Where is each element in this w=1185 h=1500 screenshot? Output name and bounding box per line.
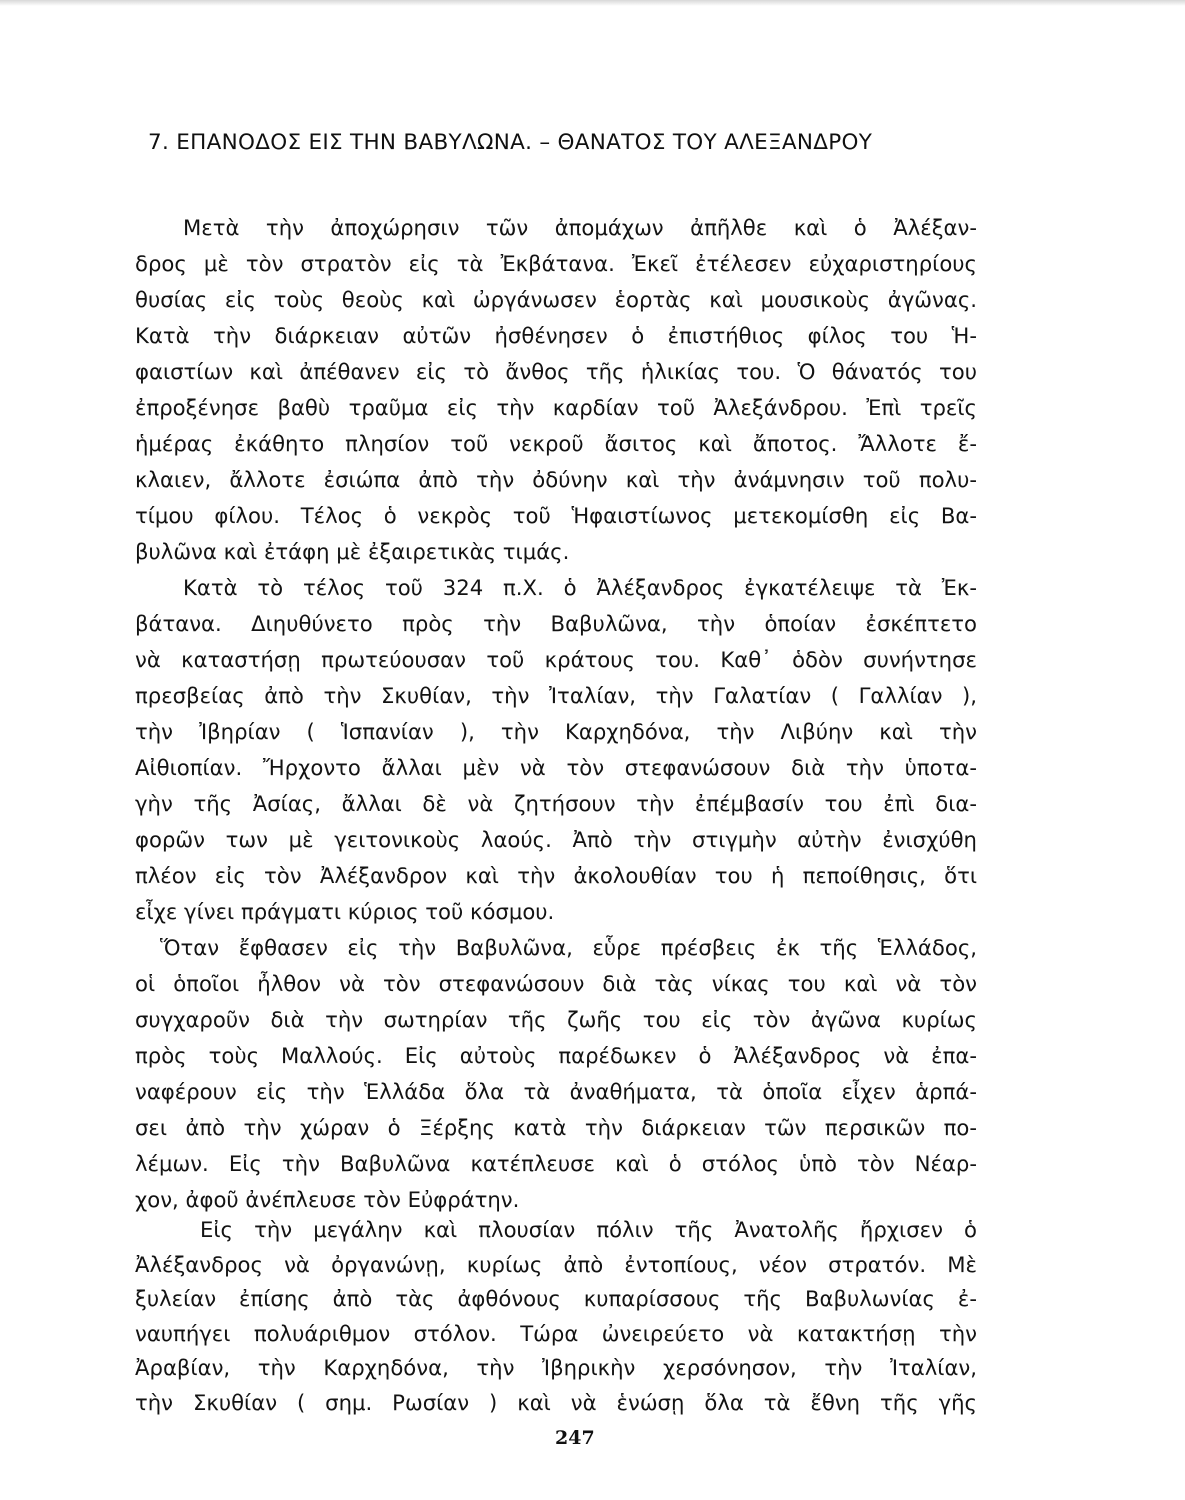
text-line: ἐπροξένησε βαθὺ τραῦμα εἰς τὴν καρδίαν τοῦ Ἀλεξάνδρου. Ἐπὶ τρεῖς	[135, 395, 977, 420]
text-line: λέμων. Εἰς τὴν Βαβυλῶνα κατέπλευσε καὶ ὁ στόλος ὑπὸ τὸν Νέαρ-	[135, 1151, 977, 1176]
text-line: βάτανα. Διηυθύνετο πρὸς τὴν Βαβυλῶνα, τὴν ὁποίαν ἐσκέπτετο	[135, 611, 977, 636]
text-line: ναυπήγει πολυάριθμον στόλον. Τώρα ὠνειρεύετο νὰ κατακτήσῃ τὴν	[135, 1320, 977, 1346]
text-line: Ἀραβίαν, τὴν Καρχηδόνα, τὴν Ἰβηρικὴν χερσόνησον, τὴν Ἰταλίαν,	[135, 1355, 977, 1381]
text-line: τὴν Ἰβηρίαν ( Ἱσπανίαν ), τὴν Καρχηδόνα, τὴν Λιβύην καὶ τὴν	[135, 719, 977, 744]
page-edge-shadow	[0, 0, 1185, 6]
text-line: βυλῶνα καὶ ἐτάφη μὲ ἐξαιρετικὰς τιμάς.	[135, 539, 570, 564]
text-line: φαιστίων καὶ ἀπέθανεν εἰς τὸ ἄνθος τῆς ἡλικίας του. Ὁ θάνατός του	[135, 359, 977, 384]
text-line: οἱ ὁποῖοι ἦλθον νὰ τὸν στεφανώσουν διὰ τὰς νίκας του καὶ νὰ τὸν	[135, 971, 977, 996]
text-line: Εἰς τὴν μεγάλην καὶ πλουσίαν πόλιν τῆς Ἀνατολῆς ἤρχισεν ὁ	[200, 1217, 977, 1242]
text-line: πλέον εἰς τὸν Ἀλέξανδρον καὶ τὴν ἀκολουθίαν του ἡ πεποίθησις, ὅτι	[135, 863, 977, 888]
text-line: εἶχε γίνει πράγματι κύριος τοῦ κόσμου.	[135, 899, 555, 924]
text-line: ἡμέρας ἐκάθητο πλησίον τοῦ νεκροῦ ἄσιτος καὶ ἄποτος. Ἄλλοτε ἔ-	[135, 431, 977, 456]
page-number: 247	[555, 1427, 595, 1449]
text-line: Κατὰ τὸ τέλος τοῦ 324 π.Χ. ὁ Ἀλέξανδρος ἐγκατέλειψε τὰ Ἐκ-	[183, 575, 977, 600]
text-line: τίμου φίλου. Τέλος ὁ νεκρὸς τοῦ Ἡφαιστίωνος μετεκομίσθη εἰς Βα-	[135, 503, 977, 528]
section-heading: 7. ΕΠΑΝΟΔΟΣ ΕΙΣ ΤΗΝ ΒΑΒΥΛΩΝΑ. – ΘΑΝΑΤΟΣ ΤΟΥ ΑΛΕΞΑΝΔΡΟΥ	[148, 130, 873, 155]
text-line: σει ἀπὸ τὴν χώραν ὁ Ξέρξης κατὰ τὴν διάρκειαν τῶν περσικῶν πο-	[135, 1115, 977, 1140]
text-line: πρὸς τοὺς Μαλλούς. Εἰς αὐτοὺς παρέδωκεν ὁ Ἀλέξανδρος νὰ ἐπα-	[135, 1043, 977, 1068]
text-line: χον, ἀφοῦ ἀνέπλευσε τὸν Εὐφράτην.	[135, 1187, 520, 1212]
text-line: πρεσβείας ἀπὸ τὴν Σκυθίαν, τὴν Ἰταλίαν, τὴν Γαλατίαν ( Γαλλίαν ),	[135, 683, 977, 708]
text-line: ναφέρουν εἰς τὴν Ἑλλάδα ὅλα τὰ ἀναθήματα, τὰ ὁποῖα εἶχεν ἁρπά-	[135, 1079, 977, 1104]
text-line: Ἀλέξανδρος νὰ ὀργανώνῃ, κυρίως ἀπὸ ἐντοπίους, νέον στρατόν. Μὲ	[135, 1251, 977, 1277]
text-line: δρος μὲ τὸν στρατὸν εἰς τὰ Ἐκβάτανα. Ἐκεῖ ἐτέλεσεν εὐχαριστηρίους	[135, 251, 977, 276]
text-line: Μετὰ τὴν ἀποχώρησιν τῶν ἀπομάχων ἀπῆλθε καὶ ὁ Ἀλέξαν-	[183, 215, 977, 240]
text-line: νὰ καταστήσῃ πρωτεύουσαν τοῦ κράτους του. Καθ᾽ ὁδὸν συνήντησε	[135, 647, 977, 672]
text-line: Ὅταν ἔφθασεν εἰς τὴν Βαβυλῶνα, εὗρε πρέσβεις ἐκ τῆς Ἑλλάδος,	[160, 935, 977, 960]
text-line: θυσίας εἰς τοὺς θεοὺς καὶ ὠργάνωσεν ἑορτὰς καὶ μουσικοὺς ἀγῶνας.	[135, 287, 977, 312]
text-line: τὴν Σκυθίαν ( σημ. Ρωσίαν ) καὶ νὰ ἑνώσῃ ὅλα τὰ ἔθνη τῆς γῆς	[135, 1390, 977, 1415]
text-line: κλαιεν, ἄλλοτε ἐσιώπα ἀπὸ τὴν ὀδύνην καὶ τὴν ἀνάμνησιν τοῦ πολυ-	[135, 467, 977, 492]
text-line: γὴν τῆς Ἀσίας, ἄλλαι δὲ νὰ ζητήσουν τὴν ἐπέμβασίν του ἐπὶ δια-	[135, 791, 977, 816]
text-line: Αἰθιοπίαν. Ἤρχοντο ἄλλαι μὲν νὰ τὸν στεφανώσουν διὰ τὴν ὑποτα-	[135, 755, 977, 780]
text-line: φορῶν των μὲ γειτονικοὺς λαούς. Ἀπὸ τὴν στιγμὴν αὐτὴν ἐνισχύθη	[135, 827, 977, 852]
text-line: συγχαροῦν διὰ τὴν σωτηρίαν τῆς ζωῆς του εἰς τὸν ἀγῶνα κυρίως	[135, 1007, 977, 1032]
text-line: Κατὰ τὴν διάρκειαν αὐτῶν ἠσθένησεν ὁ ἐπιστήθιος φίλος του Ἡ-	[135, 323, 977, 348]
text-line: ξυλείαν ἐπίσης ἀπὸ τὰς ἀφθόνους κυπαρίσσους τῆς Βαβυλωνίας ἐ-	[135, 1286, 977, 1312]
